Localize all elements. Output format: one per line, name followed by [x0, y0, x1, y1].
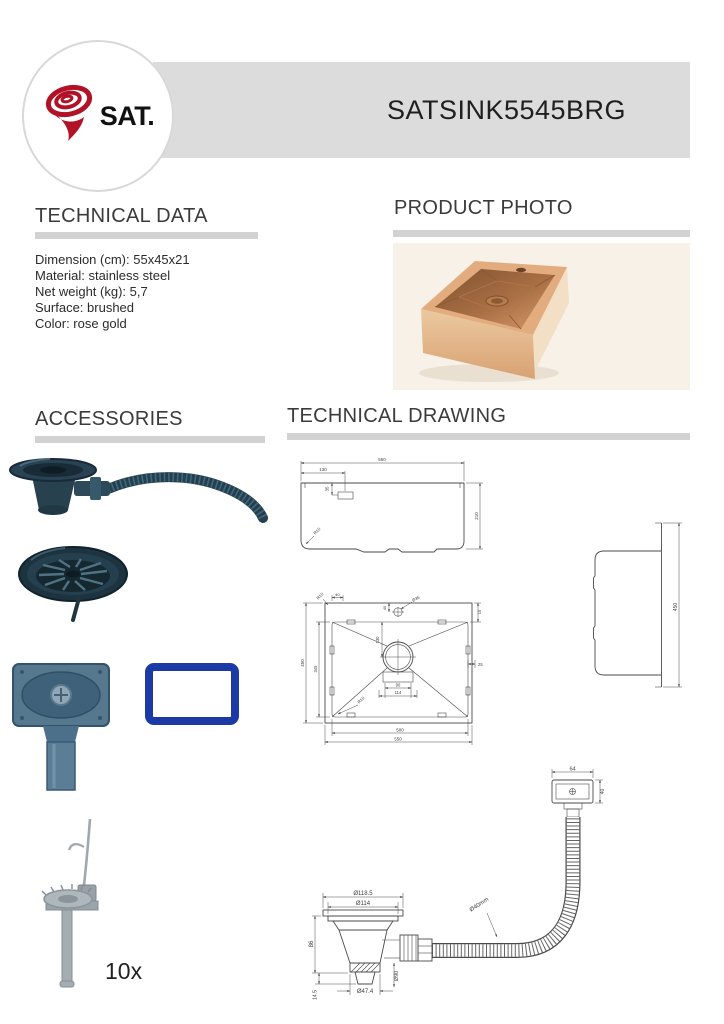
svg-text:R10: R10 — [312, 526, 322, 536]
drain-assembly-drawing — [309, 767, 606, 1000]
svg-text:Ø47.4: Ø47.4 — [356, 989, 374, 995]
tornado-logo-icon — [42, 79, 98, 154]
svg-text:Ø40mm: Ø40mm — [468, 896, 491, 914]
technical-data-list — [35, 252, 190, 332]
overflow-fitting-image — [5, 652, 117, 799]
svg-text:450: 450 — [673, 602, 679, 612]
svg-text:550: 550 — [394, 736, 402, 742]
brand-logo — [22, 40, 174, 192]
svg-text:86: 86 — [309, 940, 315, 948]
front-view-drawing — [301, 457, 483, 552]
svg-text:345: 345 — [313, 665, 318, 673]
gasket-image — [140, 658, 244, 735]
svg-text:Ø118.5: Ø118.5 — [353, 891, 373, 897]
drain-hose-image — [8, 456, 270, 535]
product-photo-divider — [393, 230, 690, 237]
spec-weight: Net weight (kg): 5,7 — [35, 284, 148, 299]
svg-text:Ø114: Ø114 — [355, 901, 371, 907]
svg-text:114: 114 — [394, 690, 402, 696]
svg-text:Ø90: Ø90 — [394, 970, 400, 982]
sink-photo-render — [393, 243, 690, 390]
svg-text:40: 40 — [335, 591, 340, 597]
svg-text:R10: R10 — [315, 591, 325, 601]
strainer-basket-image — [15, 538, 137, 631]
brand-name: SAT. — [99, 100, 155, 131]
svg-text:35: 35 — [324, 486, 330, 492]
svg-text:Ø35: Ø35 — [411, 594, 421, 603]
technical-data-divider — [35, 232, 258, 239]
svg-text:R10: R10 — [356, 695, 366, 705]
svg-text:40: 40 — [382, 605, 387, 611]
svg-text:210: 210 — [474, 512, 479, 520]
clip-quantity-label: 10x — [105, 958, 143, 984]
svg-text:550: 550 — [378, 457, 386, 462]
svg-text:25: 25 — [478, 661, 483, 667]
svg-text:450: 450 — [300, 659, 305, 667]
svg-text:40: 40 — [600, 788, 606, 795]
technical-drawing-divider — [287, 433, 690, 440]
spec-dimension: Dimension (cm): 55x45x21 — [35, 252, 190, 267]
svg-text:500: 500 — [396, 727, 404, 733]
accessories-heading: ACCESSORIES — [35, 408, 183, 430]
product-code: SATSINK5545BRG — [386, 94, 627, 125]
spec-color: Color: rose gold — [35, 316, 127, 331]
side-view-drawing — [594, 523, 683, 687]
svg-text:64: 64 — [569, 766, 576, 773]
spec-material: Material: stainless steel — [35, 268, 171, 283]
accessories-divider — [35, 436, 265, 443]
technical-drawing-heading: TECHNICAL DRAWING — [287, 405, 507, 427]
spec-surface: Surface: brushed — [35, 300, 135, 315]
svg-text:130: 130 — [375, 636, 380, 644]
product-code-banner — [153, 62, 690, 158]
svg-text:90: 90 — [395, 682, 401, 688]
svg-text:15: 15 — [477, 609, 482, 615]
svg-text:130: 130 — [319, 467, 327, 472]
technical-drawing-canvas — [285, 450, 724, 1024]
product-photo-image — [393, 243, 690, 390]
product-photo-heading: PRODUCT PHOTO — [394, 197, 573, 219]
plan-view-drawing — [300, 591, 483, 745]
technical-data-heading: TECHNICAL DATA — [35, 205, 208, 227]
svg-text:14.5: 14.5 — [312, 990, 319, 1000]
